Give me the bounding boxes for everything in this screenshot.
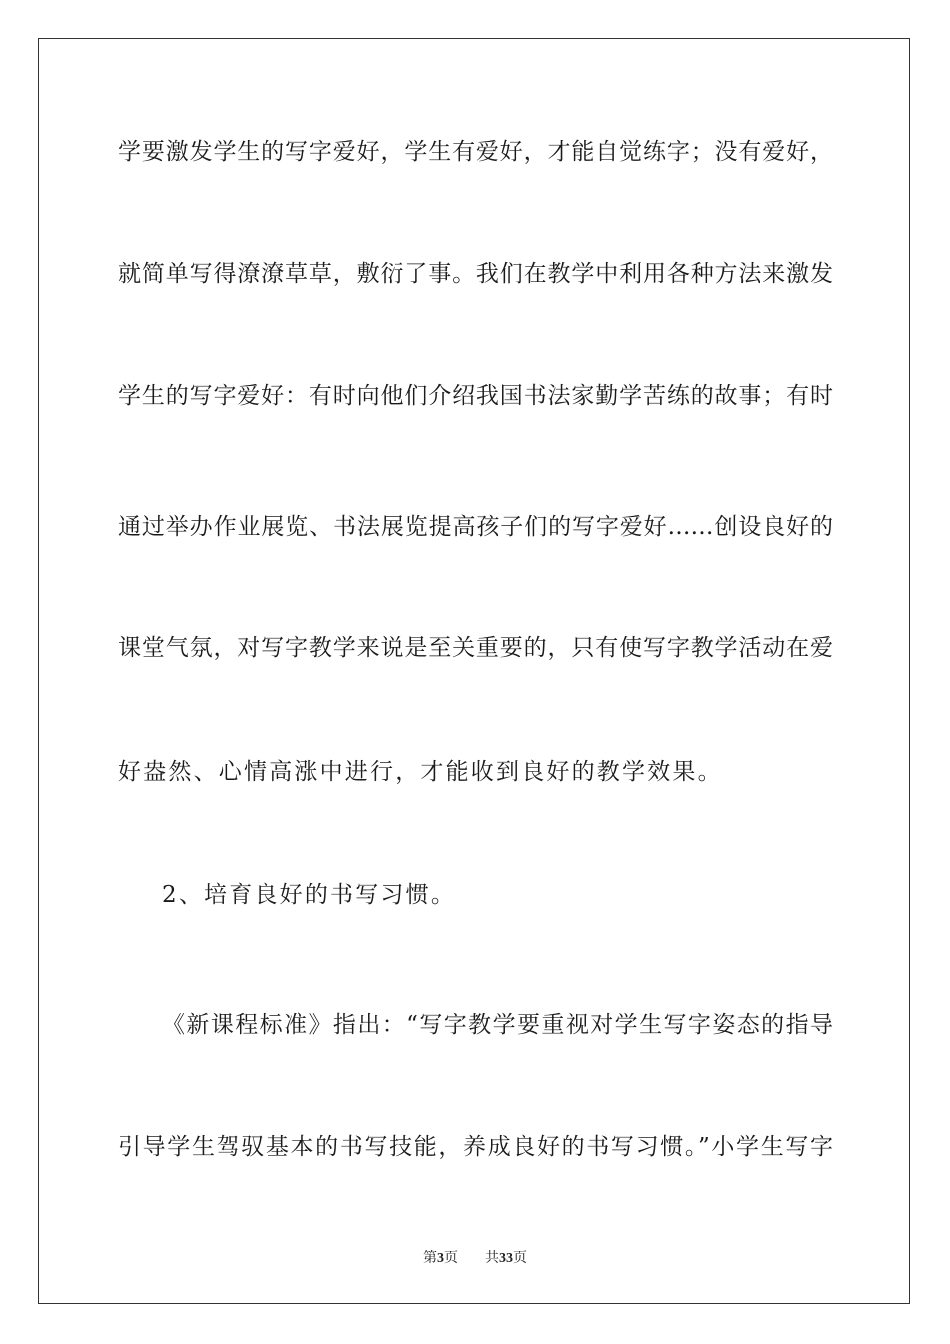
page-border xyxy=(38,38,910,1304)
total-label-prefix: 共 xyxy=(484,1250,499,1266)
page-label-prefix: 第 xyxy=(423,1250,438,1266)
text-line: 《新课程标准》指出：“写字教学要重视对学生写字姿态的指导 xyxy=(162,1012,833,1038)
page-number: 3 xyxy=(437,1251,445,1266)
section-heading: 2、培育良好的书写习惯。 xyxy=(162,882,457,908)
page-label-suffix: 页 xyxy=(444,1250,459,1266)
text-line: 通过举办作业展览、书法展览提高孩子们的写字爱好……创设良好的 xyxy=(118,514,833,540)
text-line: 学要激发学生的写字爱好，学生有爱好，才能自觉练字；没有爱好， xyxy=(118,139,833,165)
page-footer xyxy=(0,1249,950,1268)
text-line: 就简单写得潦潦草草，敷衍了事。我们在教学中利用各种方法来激发 xyxy=(118,261,833,287)
text-line: 学生的写字爱好：有时向他们介绍我国书法家勤学苦练的故事；有时 xyxy=(118,383,833,409)
total-pages: 33 xyxy=(498,1251,513,1266)
text-line: 课堂气氛，对写字教学来说是至关重要的，只有使写字教学活动在爱 xyxy=(118,635,833,661)
text-line: 引导学生驾驭基本的书写技能，养成良好的书写习惯。”小学生写字 xyxy=(118,1134,833,1160)
text-line: 好盎然、心情高涨中进行，才能收到良好的教学效果。 xyxy=(118,759,723,785)
total-label-suffix: 页 xyxy=(512,1250,527,1266)
